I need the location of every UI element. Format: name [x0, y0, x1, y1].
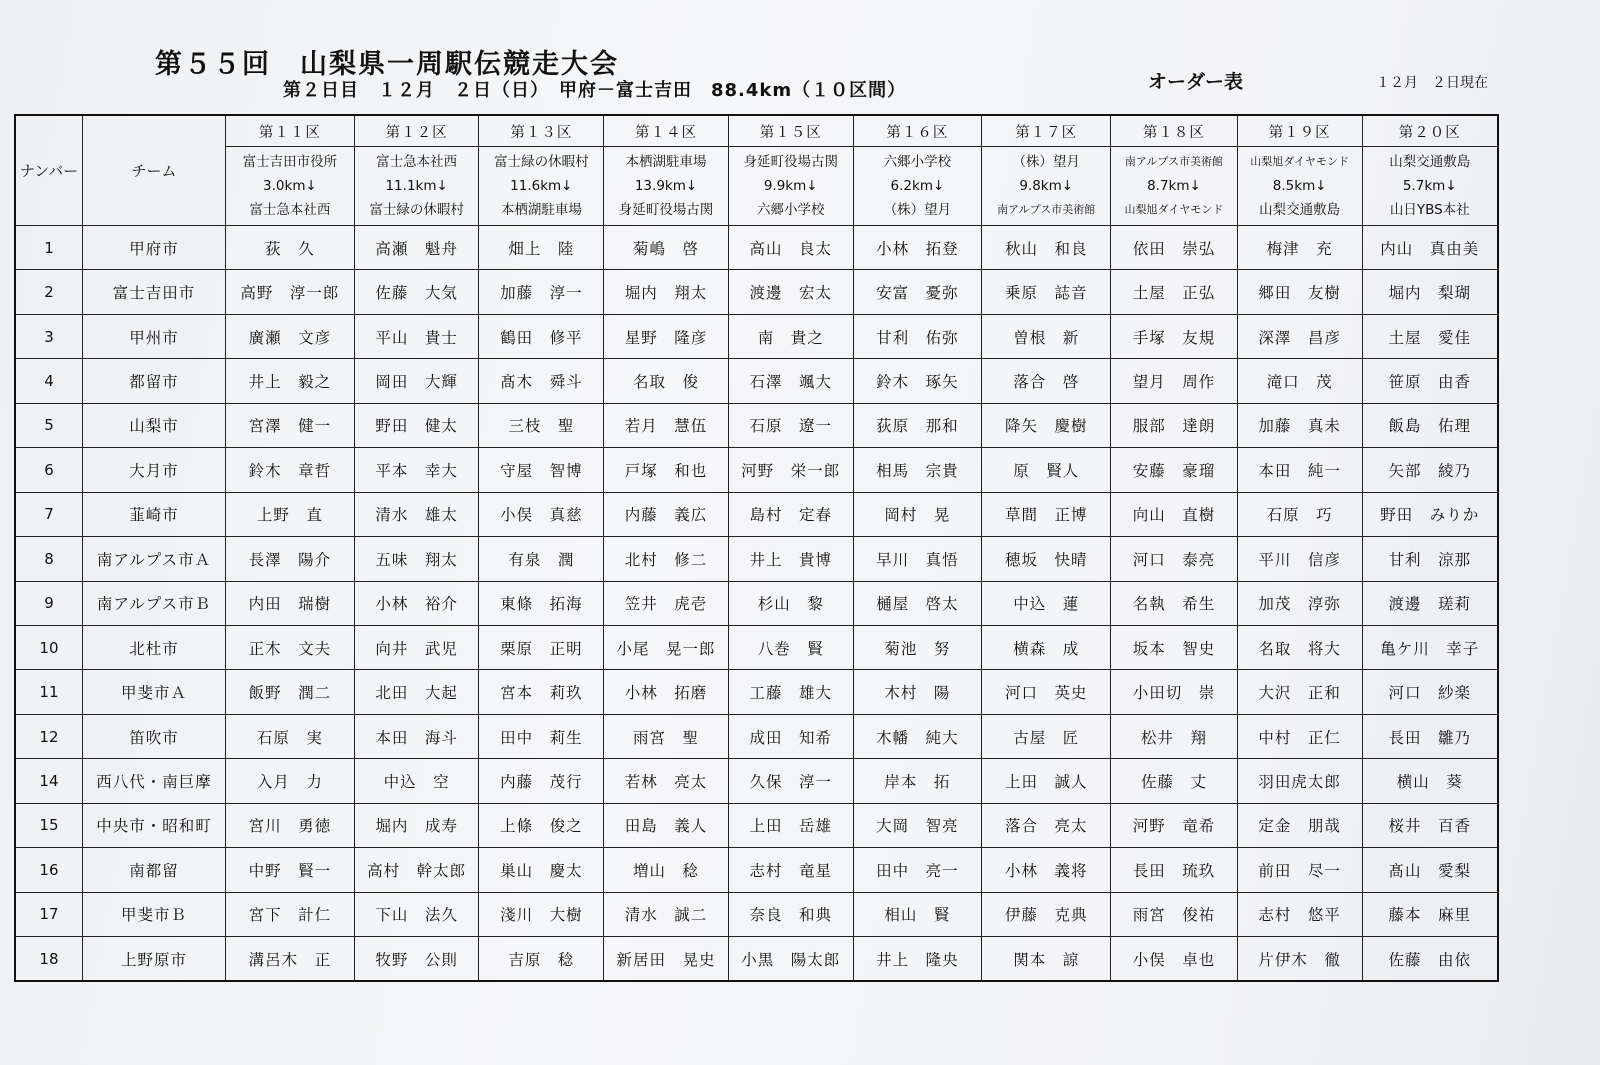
runner-name: 河野 栄一郎 [728, 448, 853, 492]
runner-name: 溝呂木 正 [226, 937, 355, 982]
team-name: 上野原市 [82, 937, 225, 982]
runner-name: 中込 蓮 [982, 581, 1111, 625]
route-to: 南アルプス市美術館 [997, 203, 1096, 216]
team-name: 甲斐市Ｂ [82, 892, 225, 936]
section-header: 第１５区 [728, 115, 853, 147]
team-name: 南アルプス市Ａ [82, 537, 225, 581]
runner-name: 本田 純一 [1237, 448, 1362, 492]
team-number: 2 [15, 270, 82, 314]
runner-name: 鈴木 章哲 [226, 448, 355, 492]
runner-name: 滝口 茂 [1237, 359, 1362, 403]
runner-name: 河口 泰亮 [1111, 537, 1238, 581]
runner-name: 前田 尽一 [1237, 848, 1362, 892]
runner-name: 樋屋 啓太 [853, 581, 982, 625]
runner-name: 横森 成 [982, 625, 1111, 669]
runner-name: 古屋 匠 [982, 714, 1111, 758]
runner-name: 巣山 慶太 [479, 848, 604, 892]
runner-name: 河口 英史 [982, 670, 1111, 714]
runner-name: 向山 直樹 [1111, 492, 1238, 536]
route-from: 六郷小学校 [883, 154, 952, 170]
runner-name: 田中 莉生 [479, 714, 604, 758]
runner-name: 加藤 真未 [1237, 403, 1362, 447]
runner-name: 桜井 百香 [1362, 803, 1498, 847]
team-name: 笛吹市 [82, 714, 225, 758]
runner-name: 石澤 颯大 [728, 359, 853, 403]
runner-name: 久保 淳一 [728, 759, 853, 803]
team-number: 16 [15, 848, 82, 892]
runner-name: 秋山 和良 [982, 226, 1111, 270]
table-row [15, 270, 1498, 314]
runner-name: 平本 幸大 [354, 448, 479, 492]
runner-name: 南 貴之 [728, 314, 853, 358]
runner-name: 相馬 宗貴 [853, 448, 982, 492]
runner-name: 奈良 和典 [728, 892, 853, 936]
section-header: 第２０区 [1362, 115, 1498, 147]
team-number: 11 [15, 670, 82, 714]
runner-name: 雨宮 聖 [604, 714, 729, 758]
section-header: 第１６区 [853, 115, 982, 147]
runner-name: 安富 憂弥 [853, 270, 982, 314]
section-route [1111, 147, 1238, 226]
runner-name: 甘利 涼那 [1362, 537, 1498, 581]
runner-name: 田島 義人 [604, 803, 729, 847]
table-row [15, 448, 1498, 492]
team-name: 山梨市 [82, 403, 225, 447]
team-number: 17 [15, 892, 82, 936]
route-to: 山梨交通敷島 [1259, 202, 1341, 218]
runner-name: 三枝 聖 [479, 403, 604, 447]
runner-name: 中野 賢一 [226, 848, 355, 892]
runner-name: 落合 亮太 [982, 803, 1111, 847]
runner-name: 長澤 陽介 [226, 537, 355, 581]
runner-name: 杉山 黎 [728, 581, 853, 625]
table-row [15, 537, 1498, 581]
team-number: 4 [15, 359, 82, 403]
runner-name: 土屋 愛佳 [1362, 314, 1498, 358]
runner-name: 栗原 正明 [479, 625, 604, 669]
runner-name: 飯島 佑理 [1362, 403, 1498, 447]
runner-name: 星野 隆彦 [604, 314, 729, 358]
route-from: 山梨交通敷島 [1389, 154, 1471, 170]
runner-name: 依田 崇弘 [1111, 226, 1238, 270]
runner-name: 松井 翔 [1111, 714, 1238, 758]
runner-name: 宮川 勇徳 [226, 803, 355, 847]
runner-name: 平山 貴士 [354, 314, 479, 358]
section-route [604, 147, 729, 226]
team-name: 甲斐市Ａ [82, 670, 225, 714]
runner-name: 中村 正仁 [1237, 714, 1362, 758]
route-from: （株）望月 [1012, 154, 1080, 170]
section-route [1362, 147, 1498, 226]
runner-name: 加藤 淳一 [479, 270, 604, 314]
runner-name: 小林 裕介 [354, 581, 479, 625]
team-name: 韮崎市 [82, 492, 225, 536]
table-row [15, 670, 1498, 714]
route-distance: 8.5km↓ [1272, 178, 1327, 194]
team-name: 北杜市 [82, 625, 225, 669]
runner-name: 渡邊 瑳莉 [1362, 581, 1498, 625]
runner-name: 岡村 晃 [853, 492, 982, 536]
runner-name: 矢部 綾乃 [1362, 448, 1498, 492]
runner-name: 小尾 晃一郎 [604, 625, 729, 669]
team-number: 18 [15, 937, 82, 982]
runner-name: 小俣 卓也 [1111, 937, 1238, 982]
runner-name: 若月 慧伍 [604, 403, 729, 447]
runner-name: 高瀬 魁舟 [354, 226, 479, 270]
runner-name: 小林 拓磨 [604, 670, 729, 714]
section-route [728, 147, 853, 226]
runner-name: 大沢 正和 [1237, 670, 1362, 714]
runner-name: 定金 朋哉 [1237, 803, 1362, 847]
team-name: 甲府市 [82, 226, 225, 270]
runner-name: 岸本 拓 [853, 759, 982, 803]
runner-name: 大岡 智亮 [853, 803, 982, 847]
route-distance: 6.2km↓ [890, 178, 945, 194]
runner-name: 志村 悠平 [1237, 892, 1362, 936]
runner-name: 堀内 翔太 [604, 270, 729, 314]
runner-name: 井上 毅之 [226, 359, 355, 403]
route-from: 富士吉田市役所 [242, 154, 338, 170]
team-number: 15 [15, 803, 82, 847]
runner-name: 清水 誠二 [604, 892, 729, 936]
runner-name: 小黒 陽太郎 [728, 937, 853, 982]
runner-name: 安藤 豪瑠 [1111, 448, 1238, 492]
runner-name: 笹原 由香 [1362, 359, 1498, 403]
runner-name: 向井 武児 [354, 625, 479, 669]
team-name: 南都留 [82, 848, 225, 892]
runner-name: 北田 大起 [354, 670, 479, 714]
runner-name: 上條 俊之 [479, 803, 604, 847]
team-number: 1 [15, 226, 82, 270]
runner-name: 淺川 大樹 [479, 892, 604, 936]
runner-name: 雨宮 俊祐 [1111, 892, 1238, 936]
section-route [853, 147, 982, 226]
team-number: 10 [15, 625, 82, 669]
runner-name: 高山 良太 [728, 226, 853, 270]
runner-name: 名執 希生 [1111, 581, 1238, 625]
table-row [15, 803, 1498, 847]
route-distance: 11.1km↓ [385, 178, 448, 194]
runner-name: 草間 正博 [982, 492, 1111, 536]
route-from: 山梨旭ダイヤモンド [1250, 155, 1350, 168]
runner-name: 堀内 梨瑚 [1362, 270, 1498, 314]
runner-name: 宮下 計仁 [226, 892, 355, 936]
runner-name: 新居田 晃史 [604, 937, 729, 982]
runner-name: 内田 瑞樹 [226, 581, 355, 625]
route-distance: 9.9km↓ [763, 178, 818, 194]
runner-name: 吉原 稔 [479, 937, 604, 982]
runner-name: 木幡 純大 [853, 714, 982, 758]
runner-name: 甘利 佑弥 [853, 314, 982, 358]
runner-name: 穂坂 快晴 [982, 537, 1111, 581]
table-row [15, 226, 1498, 270]
runner-name: 望月 周作 [1111, 359, 1238, 403]
runner-name: 荻 久 [226, 226, 355, 270]
route-to: 富士緑の休暇村 [369, 202, 464, 218]
runner-name: 菊池 努 [853, 625, 982, 669]
runner-name: 笠井 虎壱 [604, 581, 729, 625]
date-note: １２月 ２日現在 [1376, 75, 1488, 91]
order-table [14, 114, 1499, 982]
team-name: 中央市・昭和町 [82, 803, 225, 847]
page-title: 第５５回 山梨県一周駅伝競走大会 [155, 49, 619, 80]
route-from: 本栖湖駐車場 [625, 154, 707, 170]
runner-name: 島村 定春 [728, 492, 853, 536]
team-name: 西八代・南巨摩 [82, 759, 225, 803]
runner-name: 上田 岳雄 [728, 803, 853, 847]
runner-name: 上田 誠人 [982, 759, 1111, 803]
runner-name: 野田 みりか [1362, 492, 1498, 536]
runner-name: 相山 賢 [853, 892, 982, 936]
runner-name: 畑上 陸 [479, 226, 604, 270]
runner-name: 上野 直 [226, 492, 355, 536]
runner-name: 清水 雄太 [354, 492, 479, 536]
runner-name: 佐藤 丈 [1111, 759, 1238, 803]
runner-name: 戸塚 和也 [604, 448, 729, 492]
runner-name: 八巻 賢 [728, 625, 853, 669]
table-row [15, 937, 1498, 982]
number-header: ナンバー [15, 115, 82, 226]
table-row [15, 759, 1498, 803]
runner-name: 有泉 潤 [479, 537, 604, 581]
section-header: 第１９区 [1237, 115, 1362, 147]
runner-name: 東條 拓海 [479, 581, 604, 625]
section-header: 第１８区 [1111, 115, 1238, 147]
table-row [15, 492, 1498, 536]
runner-name: 髙木 舜斗 [479, 359, 604, 403]
runner-name: 五味 翔太 [354, 537, 479, 581]
runner-name: 藤本 麻里 [1362, 892, 1498, 936]
route-distance: 5.7km↓ [1402, 178, 1457, 194]
route-from: 富士急本社西 [376, 154, 458, 170]
route-from: 身延町役場古関 [743, 154, 838, 170]
runner-name: 石原 実 [226, 714, 355, 758]
runner-name: 降矢 慶樹 [982, 403, 1111, 447]
runner-name: 田中 亮一 [853, 848, 982, 892]
team-number: 6 [15, 448, 82, 492]
runner-name: 佐藤 大気 [354, 270, 479, 314]
runner-name: 石原 遼一 [728, 403, 853, 447]
route-from: 富士緑の休暇村 [494, 154, 589, 170]
runner-name: 手塚 友規 [1111, 314, 1238, 358]
runner-name: 曽根 新 [982, 314, 1111, 358]
runner-name: 河口 紗楽 [1362, 670, 1498, 714]
route-from: 南アルプス市美術館 [1124, 155, 1223, 168]
runner-name: 名取 将大 [1237, 625, 1362, 669]
runner-name: 入月 力 [226, 759, 355, 803]
runner-name: 正木 文夫 [226, 625, 355, 669]
route-distance: 9.8km↓ [1019, 178, 1074, 194]
runner-name: 亀ケ川 幸子 [1362, 625, 1498, 669]
table-row [15, 892, 1498, 936]
team-number: 12 [15, 714, 82, 758]
runner-name: 高村 幹太郎 [354, 848, 479, 892]
table-row [15, 848, 1498, 892]
runner-name: 牧野 公則 [354, 937, 479, 982]
team-name: 甲州市 [82, 314, 225, 358]
table-row [15, 403, 1498, 447]
team-number: 7 [15, 492, 82, 536]
runner-name: 土屋 正弘 [1111, 270, 1238, 314]
runner-name: 内藤 義広 [604, 492, 729, 536]
runner-name: 飯野 潤二 [226, 670, 355, 714]
runner-name: 関本 諒 [982, 937, 1111, 982]
runner-name: 渡邊 宏太 [728, 270, 853, 314]
runner-name: 髙山 愛梨 [1362, 848, 1498, 892]
table-row [15, 581, 1498, 625]
table-row [15, 625, 1498, 669]
route-distance: 3.0km↓ [263, 178, 317, 194]
runner-name: 伊藤 克典 [982, 892, 1111, 936]
runner-name: 小田切 崇 [1111, 670, 1238, 714]
runner-name: 宮澤 健一 [226, 403, 355, 447]
route-to: 山梨旭ダイヤモンド [1124, 203, 1224, 216]
runner-name: 郷田 友樹 [1237, 270, 1362, 314]
runner-name: 深澤 昌彦 [1237, 314, 1362, 358]
runner-name: 小俣 真慈 [479, 492, 604, 536]
runner-name: 守屋 智博 [479, 448, 604, 492]
runner-name: 木村 陽 [853, 670, 982, 714]
runner-name: 乗原 誌音 [982, 270, 1111, 314]
team-number: 14 [15, 759, 82, 803]
team-name: 富士吉田市 [82, 270, 225, 314]
section-route [982, 147, 1111, 226]
section-route [1237, 147, 1362, 226]
runner-name: 工藤 雄大 [728, 670, 853, 714]
runner-name: 長田 雛乃 [1362, 714, 1498, 758]
runner-name: 増山 稔 [604, 848, 729, 892]
table-row [15, 314, 1498, 358]
runner-name: 原 賢人 [982, 448, 1111, 492]
runner-name: 片伊木 徹 [1237, 937, 1362, 982]
runner-name: 井上 隆央 [853, 937, 982, 982]
section-header-row [15, 115, 1498, 147]
section-route [226, 147, 355, 226]
runner-name: 中込 空 [354, 759, 479, 803]
runner-name: 鶴田 修平 [479, 314, 604, 358]
team-header: チーム [82, 115, 225, 226]
route-to: 六郷小学校 [756, 202, 825, 218]
route-to: 身延町役場古関 [618, 202, 714, 218]
team-number: 8 [15, 537, 82, 581]
runner-name: 内山 真由美 [1362, 226, 1498, 270]
team-name: 都留市 [82, 359, 225, 403]
runner-name: 野田 健太 [354, 403, 479, 447]
runner-name: 荻原 那和 [853, 403, 982, 447]
route-distance: 8.7km↓ [1147, 178, 1201, 194]
team-number: 5 [15, 403, 82, 447]
runner-name: 平川 信彦 [1237, 537, 1362, 581]
runner-name: 廣瀬 文彦 [226, 314, 355, 358]
runner-name: 佐藤 由依 [1362, 937, 1498, 982]
route-to: 本栖湖駐車場 [500, 202, 582, 218]
page-subtitle: 第２日目 １２月 ２日（日） 甲府－富士吉田 88.4km（１０区間） [283, 80, 907, 101]
table-row [15, 714, 1498, 758]
runner-name: 高野 淳一郎 [226, 270, 355, 314]
section-header: 第１２区 [354, 115, 479, 147]
runner-name: 長田 琉玖 [1111, 848, 1238, 892]
section-header: 第１３区 [479, 115, 604, 147]
runner-name: 成田 知希 [728, 714, 853, 758]
section-route [354, 147, 479, 226]
order-table-label: オーダー表 [1148, 71, 1244, 93]
route-to: 山日YBS本社 [1389, 202, 1470, 218]
runner-name: 加茂 淳弥 [1237, 581, 1362, 625]
runner-name: 内藤 茂行 [479, 759, 604, 803]
runner-name: 落合 啓 [982, 359, 1111, 403]
section-header: 第１４区 [604, 115, 729, 147]
runner-name: 鈴木 琢矢 [853, 359, 982, 403]
runner-name: 羽田虎太郎 [1237, 759, 1362, 803]
route-distance: 13.9km↓ [634, 178, 698, 194]
section-route [479, 147, 604, 226]
order-table-body [15, 226, 1498, 982]
runner-name: 宮本 莉玖 [479, 670, 604, 714]
runner-name: 名取 俊 [604, 359, 729, 403]
route-to: 富士急本社西 [249, 202, 331, 218]
team-number: 9 [15, 581, 82, 625]
runner-name: 河野 竜希 [1111, 803, 1238, 847]
runner-name: 志村 竜星 [728, 848, 853, 892]
runner-name: 岡田 大輝 [354, 359, 479, 403]
runner-name: 本田 海斗 [354, 714, 479, 758]
runner-name: 坂本 智史 [1111, 625, 1238, 669]
runner-name: 服部 達朗 [1111, 403, 1238, 447]
runner-name: 横山 葵 [1362, 759, 1498, 803]
route-to: （株）望月 [883, 202, 952, 218]
table-row [15, 359, 1498, 403]
section-header: 第１７区 [982, 115, 1111, 147]
runner-name: 堀内 成寿 [354, 803, 479, 847]
route-distance: 11.6km↓ [510, 178, 573, 194]
runner-name: 早川 真悟 [853, 537, 982, 581]
runner-name: 井上 貴博 [728, 537, 853, 581]
section-header: 第１１区 [226, 115, 355, 147]
runner-name: 小林 義将 [982, 848, 1111, 892]
runner-name: 菊嶋 啓 [604, 226, 729, 270]
route-row [15, 147, 1498, 226]
runner-name: 北村 修二 [604, 537, 729, 581]
team-name: 南アルプス市Ｂ [82, 581, 225, 625]
team-number: 3 [15, 314, 82, 358]
team-name: 大月市 [82, 448, 225, 492]
runner-name: 梅津 充 [1237, 226, 1362, 270]
runner-name: 下山 法久 [354, 892, 479, 936]
runner-name: 若林 亮太 [604, 759, 729, 803]
runner-name: 小林 拓登 [853, 226, 982, 270]
runner-name: 石原 巧 [1237, 492, 1362, 536]
